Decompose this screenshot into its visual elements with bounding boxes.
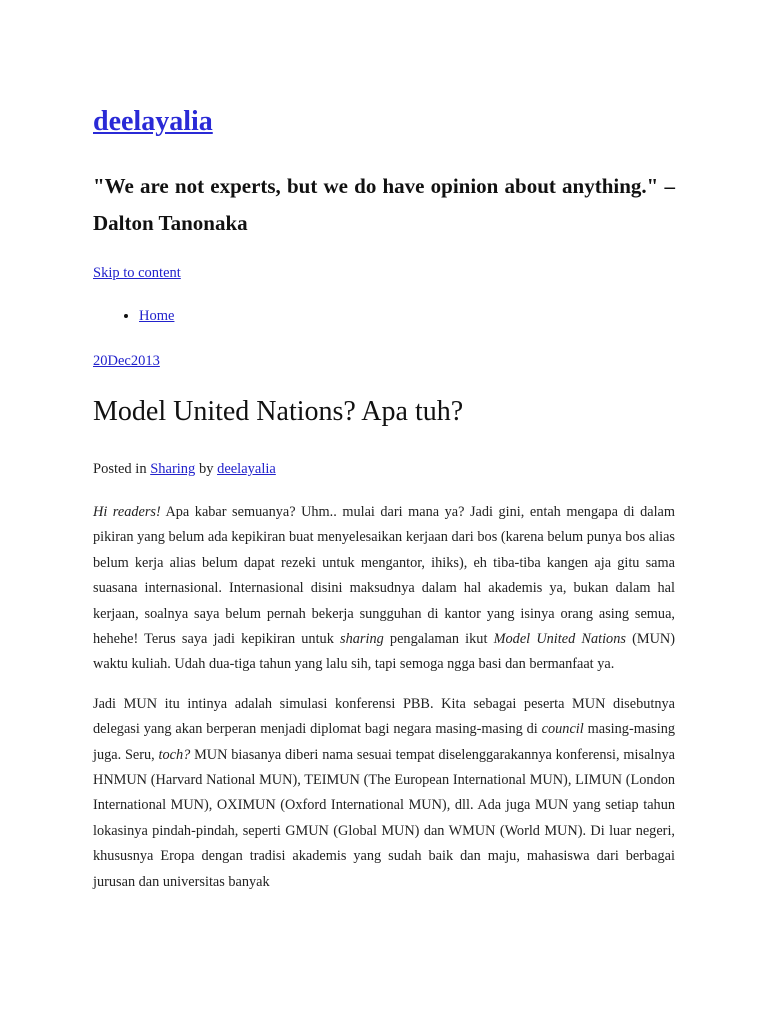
category-link[interactable]: Sharing (150, 461, 196, 477)
paragraph-2-text-b: masing-masing juga. Seru, (93, 721, 676, 763)
menu-link-home[interactable]: Home (139, 308, 175, 324)
greeting-text: Hi readers! (93, 504, 161, 520)
site-title (93, 104, 213, 140)
paragraph-1-text-b: pengalaman ikut (383, 631, 494, 648)
paragraph-2-text-c: MUN biasanya diberi nama sesuai tempat diselenggarakannya konferensi, misalnya HNMUN (Harvard National MUN), TEIMUN (The European International MUN), LIMUN (London International MUN), OXIMUN (Oxford International MUN), dll. Ada juga MUN yang setiap tahun lokasinya pindah-pindah, seperti GMUN (Global MUN) dan WMUN (World MUN). Di luar negeri, khususnya Eropa dengan tradisi akademis yang sudah baik dan maju, mahasiswa dari berbagai jurusan dan universitas banyak (93, 746, 675, 890)
post-meta (93, 459, 276, 479)
main-menu (93, 305, 174, 327)
mun-italic: Model United Nations (493, 631, 626, 648)
council-italic: council (541, 721, 584, 738)
paragraph-1-text-c: (MUN) waktu kuliah. Udah dua-tiga tahun yang lalu sih, tapi semoga ngga basi dan bermanfaat ya. (93, 631, 675, 673)
site-tagline: "We are not experts, but we do have opinion about anything." – Dalton Tanonaka (93, 174, 675, 235)
post-content (93, 500, 675, 909)
author-link[interactable]: deelayalia (217, 461, 276, 477)
post-date-link[interactable]: 20Dec2013 (93, 353, 160, 369)
sharing-italic: sharing (340, 631, 384, 648)
paragraph-2-text-a: Jadi MUN itu intinya adalah simulasi konferensi PBB. Kita sebagai peserta MUN disebutnya delegasi yang akan berperan menjadi diplomat bagi negara masing-masing di (93, 695, 675, 738)
toch-italic: toch? (158, 746, 191, 763)
by-text: by (195, 461, 218, 477)
posted-in-text: Posted in (93, 461, 151, 477)
post-title: Model United Nations? Apa tuh? (93, 396, 464, 427)
paragraph-1 (93, 500, 675, 678)
paragraph-1-text-a: Apa kabar semuanya? Uhm.. mulai dari mana ya? Jadi gini, entah mengapa di dalam pikiran yang belum ada kepikiran buat menyelesaikan kerjaan dari bos (karena belum punya bos alias belum kerja alias belum dapat rezeki untuk mengantor, ihiks), eh tiba-tiba kangen aja gitu sama suasana internasional. Internasional disini maksudnya dalam hal akademis ya, bukan dalam hal kerjaan, soalnya saya belum pernah bekerja sungguhan di kantor yang isinya orang asing semua, hehehe! Terus saya jadi kepikiran untuk (93, 504, 676, 648)
site-title-link[interactable]: deelayalia (93, 106, 213, 137)
skip-to-content-link[interactable]: Skip to content (93, 265, 181, 281)
menu-item-home (139, 305, 174, 327)
paragraph-2 (93, 692, 675, 895)
